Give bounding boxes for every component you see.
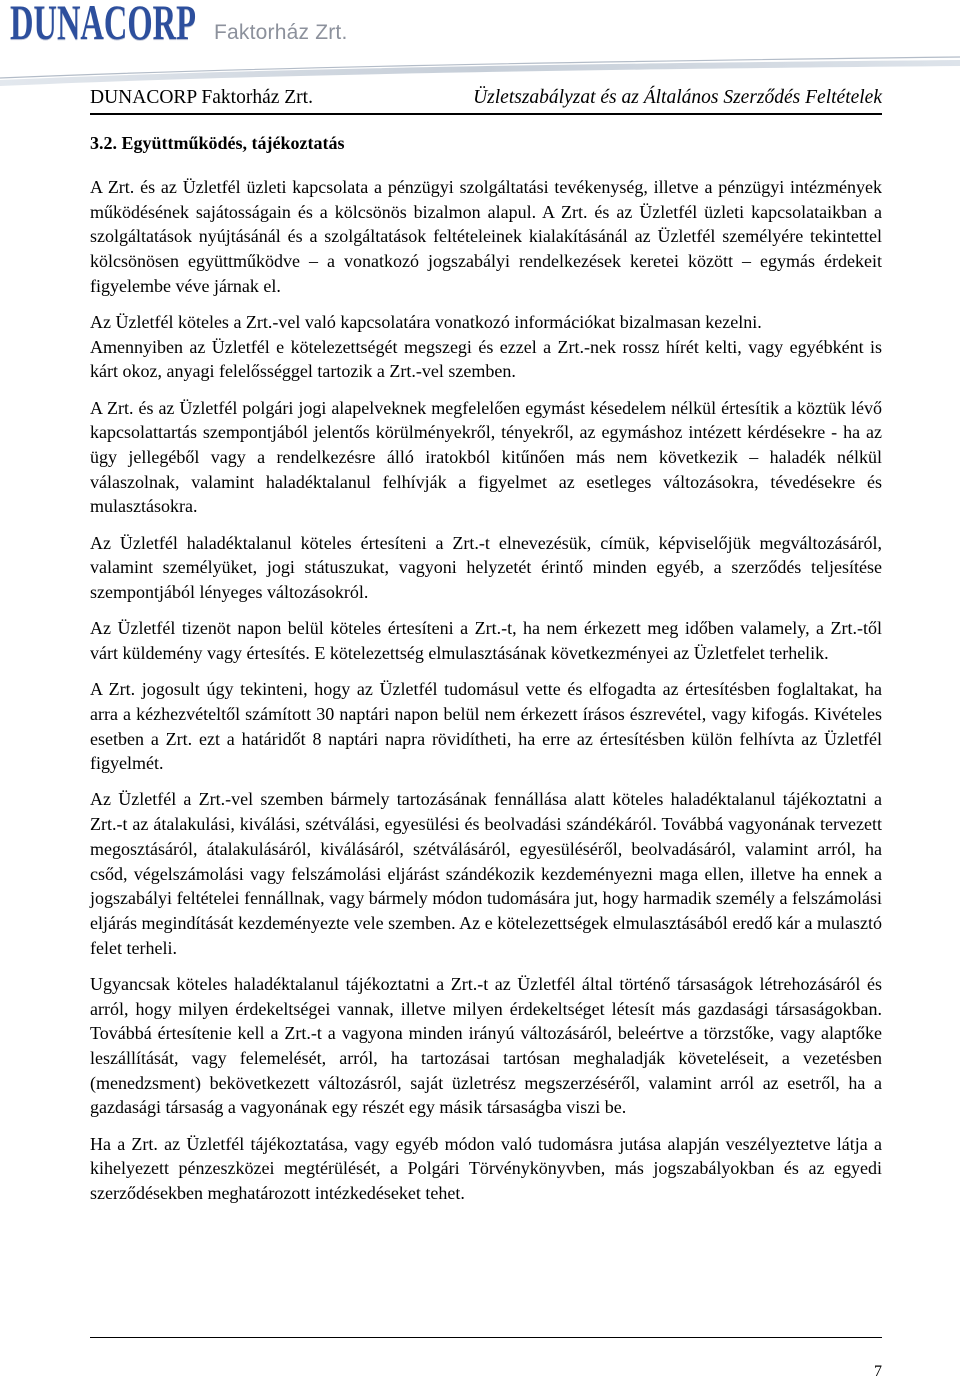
running-header-document-title: Üzletszabályzat és az Általános Szerződés Feltételek [473,87,882,108]
paragraph: A Zrt. és az Üzletfél üzleti kapcsolata a pénzügyi szolgáltatási tevékenység, illetve a pénzügyi intézmények működésének sajátosságain és a kölcsönös bizalmon alapul. A Zrt. és az Üzletfél üzleti kapcsolataikban a szolgáltatások nyújtásánál és a szolgáltatások feltételeinek kialakításánál az Üzletfél személyére tekintettel kölcsönösen együttműködve – a vonatkozó jogszabályi rendelkezések keretei között – egymás érdekeit figyelembe véve járnak el. [90,177,882,296]
header-divider [90,113,882,115]
document-body [90,175,882,1206]
paragraph-segment: Az Üzletfél köteles a Zrt.-vel való kapcsolatára vonatkozó információkat bizalmasan kezelni. [90,312,762,333]
page-number: 7 [874,1363,882,1380]
paragraph: Az Üzletfél haladéktalanul köteles értesíteni a Zrt.-t elnevezésük, címük, képviselőjük megváltozásáról, valamint személyüket, jogi státuszukat, vagyoni helyzetét érintő minden egyéb, a szerződés teljesítése szempontjából lényeges változásokról. [90,532,882,603]
paragraph: Az Üzletfél tizenöt napon belül köteles értesíteni a Zrt.-t, ha nem érkezett meg időben valamely, a Zrt.-től várt küldemény vagy értesítés. E kötelezettség elmulasztásának következményei az Üzletfelet terhelik. [90,618,882,663]
logo-subtitle: Faktorház Zrt. [214,21,348,44]
paragraph: Az Üzletfél a Zrt.-vel szemben bármely tartozásának fennállása alatt köteles haladéktalanul tájékoztatni a Zrt.-t az átalakulási, kiválási, szétválási, egyesülési és beolvadási szándékáról. Továbbá vagyonának tervezett megosztásáról, átalakulásáról, kiválásáról, szétválásáról, egyesüléséről, beolvadásáról, valamint arról, ha csőd, végelszámolási vagy felszámolási eljárást szándékozik kezdeményezni maga ellen, illetve ha ennek a jogszabályi feltételei fennállnak, vagy bármely módon tudomására jut, hogy harmadik személy a felszámolási eljárás megindítását kezdeményezte vele szemben. Az e kötelezettségek elmulasztásából eredő kár a mulasztó felet terheli. [90,789,882,958]
paragraph: Ha a Zrt. az Üzletfél tájékoztatása, vagy egyéb módon való tudomásra jutása alapján veszélyeztetve látja a kihelyezett pénzeszközei megtérülését, a Polgári Törvénykönyvben, más jogszabályokban és az egyedi szerződésekben meghatározott intézkedéseket tehet. [90,1133,882,1204]
paragraph [90,310,882,384]
paragraph: Ugyancsak köteles haladéktalanul tájékoztatni a Zrt.-t az Üzletfél által történő társaságok létrehozásáról és arról, hogy milyen érdekeltségei vannak, illetve milyen érdekeltséget létesít más gazdasági társaságokban. Továbbá értesítenie kell a Zrt.-t a vagyona minden irányú változásáról, beleértve a törzstőke, vagy alaptőke leszállítását, vagy felemelését, arról, ha tartozásai tartósan meghaladják követeléseit, a vezetésben (menedzsment) bekövetkezett változásról, saját üzletrész megszerzéséről, valamint arról az esetről, ha a gazdasági társaság a vagyonának egy részét egy másik társaságba viszi be. [90,973,882,1118]
paragraph-segment: Amennyiben az Üzletfél e kötelezettségét megszegi és ezzel a Zrt.-nek rossz hírét kelti, vagy egyébként is kárt okoz, anyagi felelősséggel tartozik a Zrt.-vel szemben. [90,336,882,382]
paragraph: A Zrt. és az Üzletfél polgári jogi alapelveknek megfelelően egymást késedelem nélkül értesítik a köztük lévő kapcsolattartás szempontjából jelentős körülményekről, tényekről, az egymáshoz intézett kérdésekre - ha az ügy jellegéből vagy a rendelkezésre álló iratokból kitűnően más nem következik – haladék nélkül válaszolnak, valamint haladéktalanul felhívják a figyelmet az esetleges változásokra, tévedésekre és mulasztásokra. [90,397,882,517]
section-heading: 3.2. Együttműködés, tájékoztatás [90,133,345,153]
paragraph: A Zrt. jogosult úgy tekinteni, hogy az Üzletfél tudomásul vette és elfogadta az értesítésben foglaltakat, ha arra a kézhezvételtől számított 30 naptári napon belül nem érkezett írásos észrevétel, vagy kifogás. Kivételes esetben a Zrt. ezt a határidőt 8 naptári napra rövidítheti, ha erre az értesítésben külön felhívta az Üzletfél figyelmét. [90,679,882,774]
running-header-company: DUNACORP Faktorház Zrt. [90,87,313,108]
logo-wordmark: DUNACORP [10,0,196,50]
footer-divider [90,1337,882,1338]
